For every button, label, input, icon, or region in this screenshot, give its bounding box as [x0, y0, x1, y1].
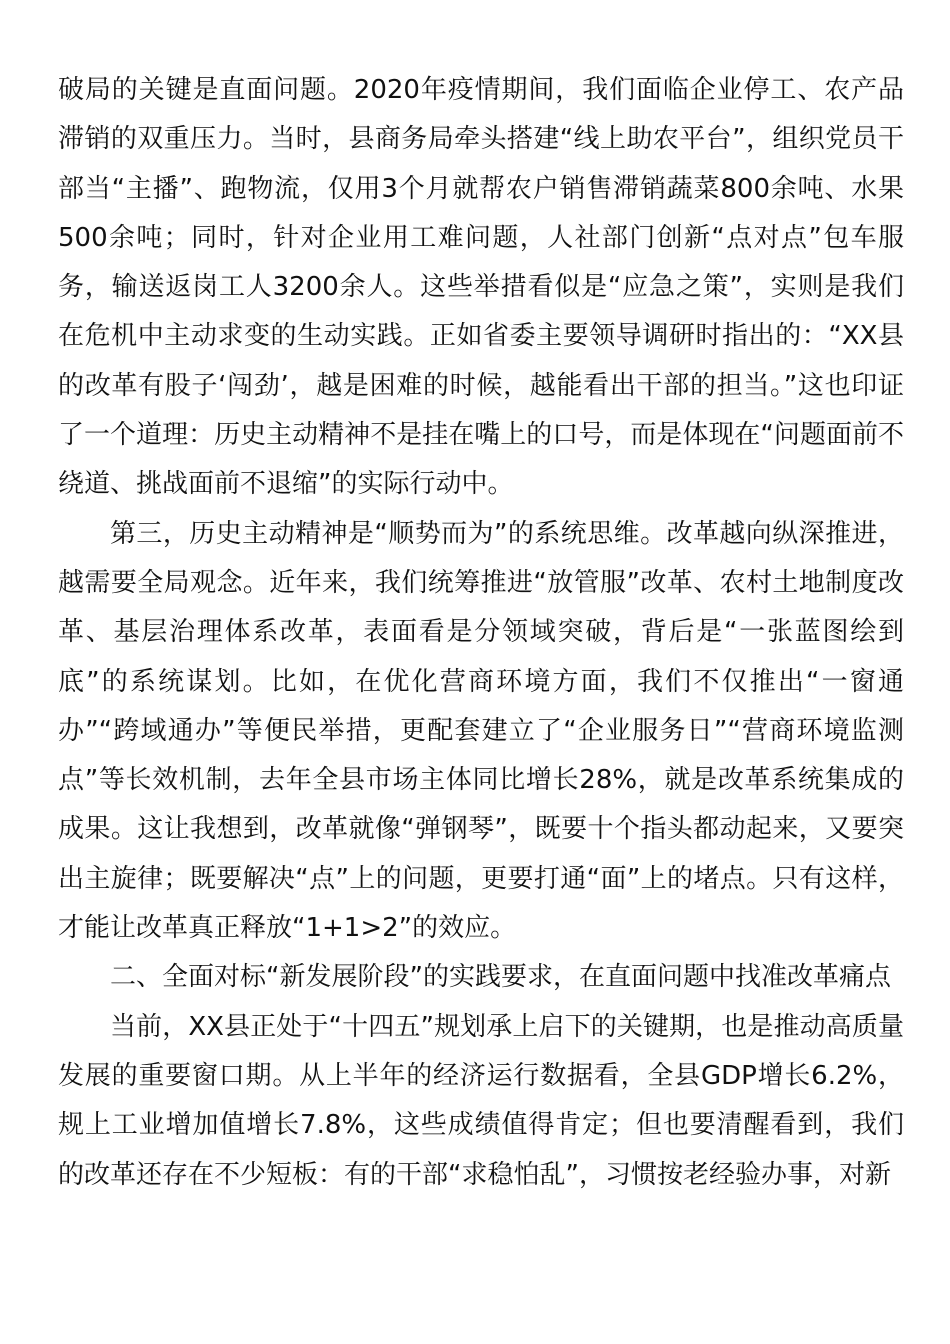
section-heading-two: 二、全面对标“新发展阶段”的实践要求，在直面问题中找准改革痛点 — [110, 962, 891, 993]
body-text — [58, 66, 904, 1200]
paragraph-systematic-thinking: 第三，历史主动精神是“顺势而为”的系统思维。改革越向纵深推进，越需要全局观念。近年来，我们统筹推进“放管服”改革、农村土地制度改革、基层治理体系改革，表面看是分领域突破，背后是“一张蓝图绘到底”的系统谋划。比如，在优化营商环境方面，我们不仅推出“一窗通办”“跨域通办”等便民举措，更配套建立了“企业服务日”“营商环境监测点”等长效机制，去年全县市场主体同比增长28%，就是改革系统集成的成果。这让我想到，改革就像“弹钢琴”，既要十个指头都动起来，又要突出主旋律；既要解决“点”上的问题，更要打通“面”上的堵点。只有这样，才能让改革真正释放“1+1>2”的效应。 — [58, 518, 904, 944]
paragraph-crisis-response: 破局的关键是直面问题。2020年疫情期间，我们面临企业停工、农产品滞销的双重压力。当时，县商务局牵头搭建“线上助农平台”，组织党员干部当“主播”、跑物流，仅用3个月就帮农户销售滞销蔬菜800余吨、水果500余吨；同时，针对企业用工难问题，人社部门创新“点对点”包车服务，输送返岗工人3200余人。这些举措看似是“应急之策”，实则是我们在危机中主动求变的生动实践。正如省委主要领导调研时指出的：“XX县的改革有股子‘闯劲’，越是困难的时候，越能看出干部的担当。”这也印证了一个道理：历史主动精神不是挂在嘴上的口号，而是体现在“问题面前不绕道、挑战面前不退缩”的实际行动中。 — [58, 75, 904, 500]
paragraph-current-situation: 当前，XX县正处于“十四五”规划承上启下的关键期，也是推动高质量发展的重要窗口期。从上半年的经济运行数据看，全县GDP增长6.2%，规上工业增加值增长7.8%，这些成绩值得肯定；但也要清醒看到，我们的改革还存在不少短板：有的干部“求稳怕乱”，习惯按老经验办事，对新 — [58, 1011, 904, 1190]
